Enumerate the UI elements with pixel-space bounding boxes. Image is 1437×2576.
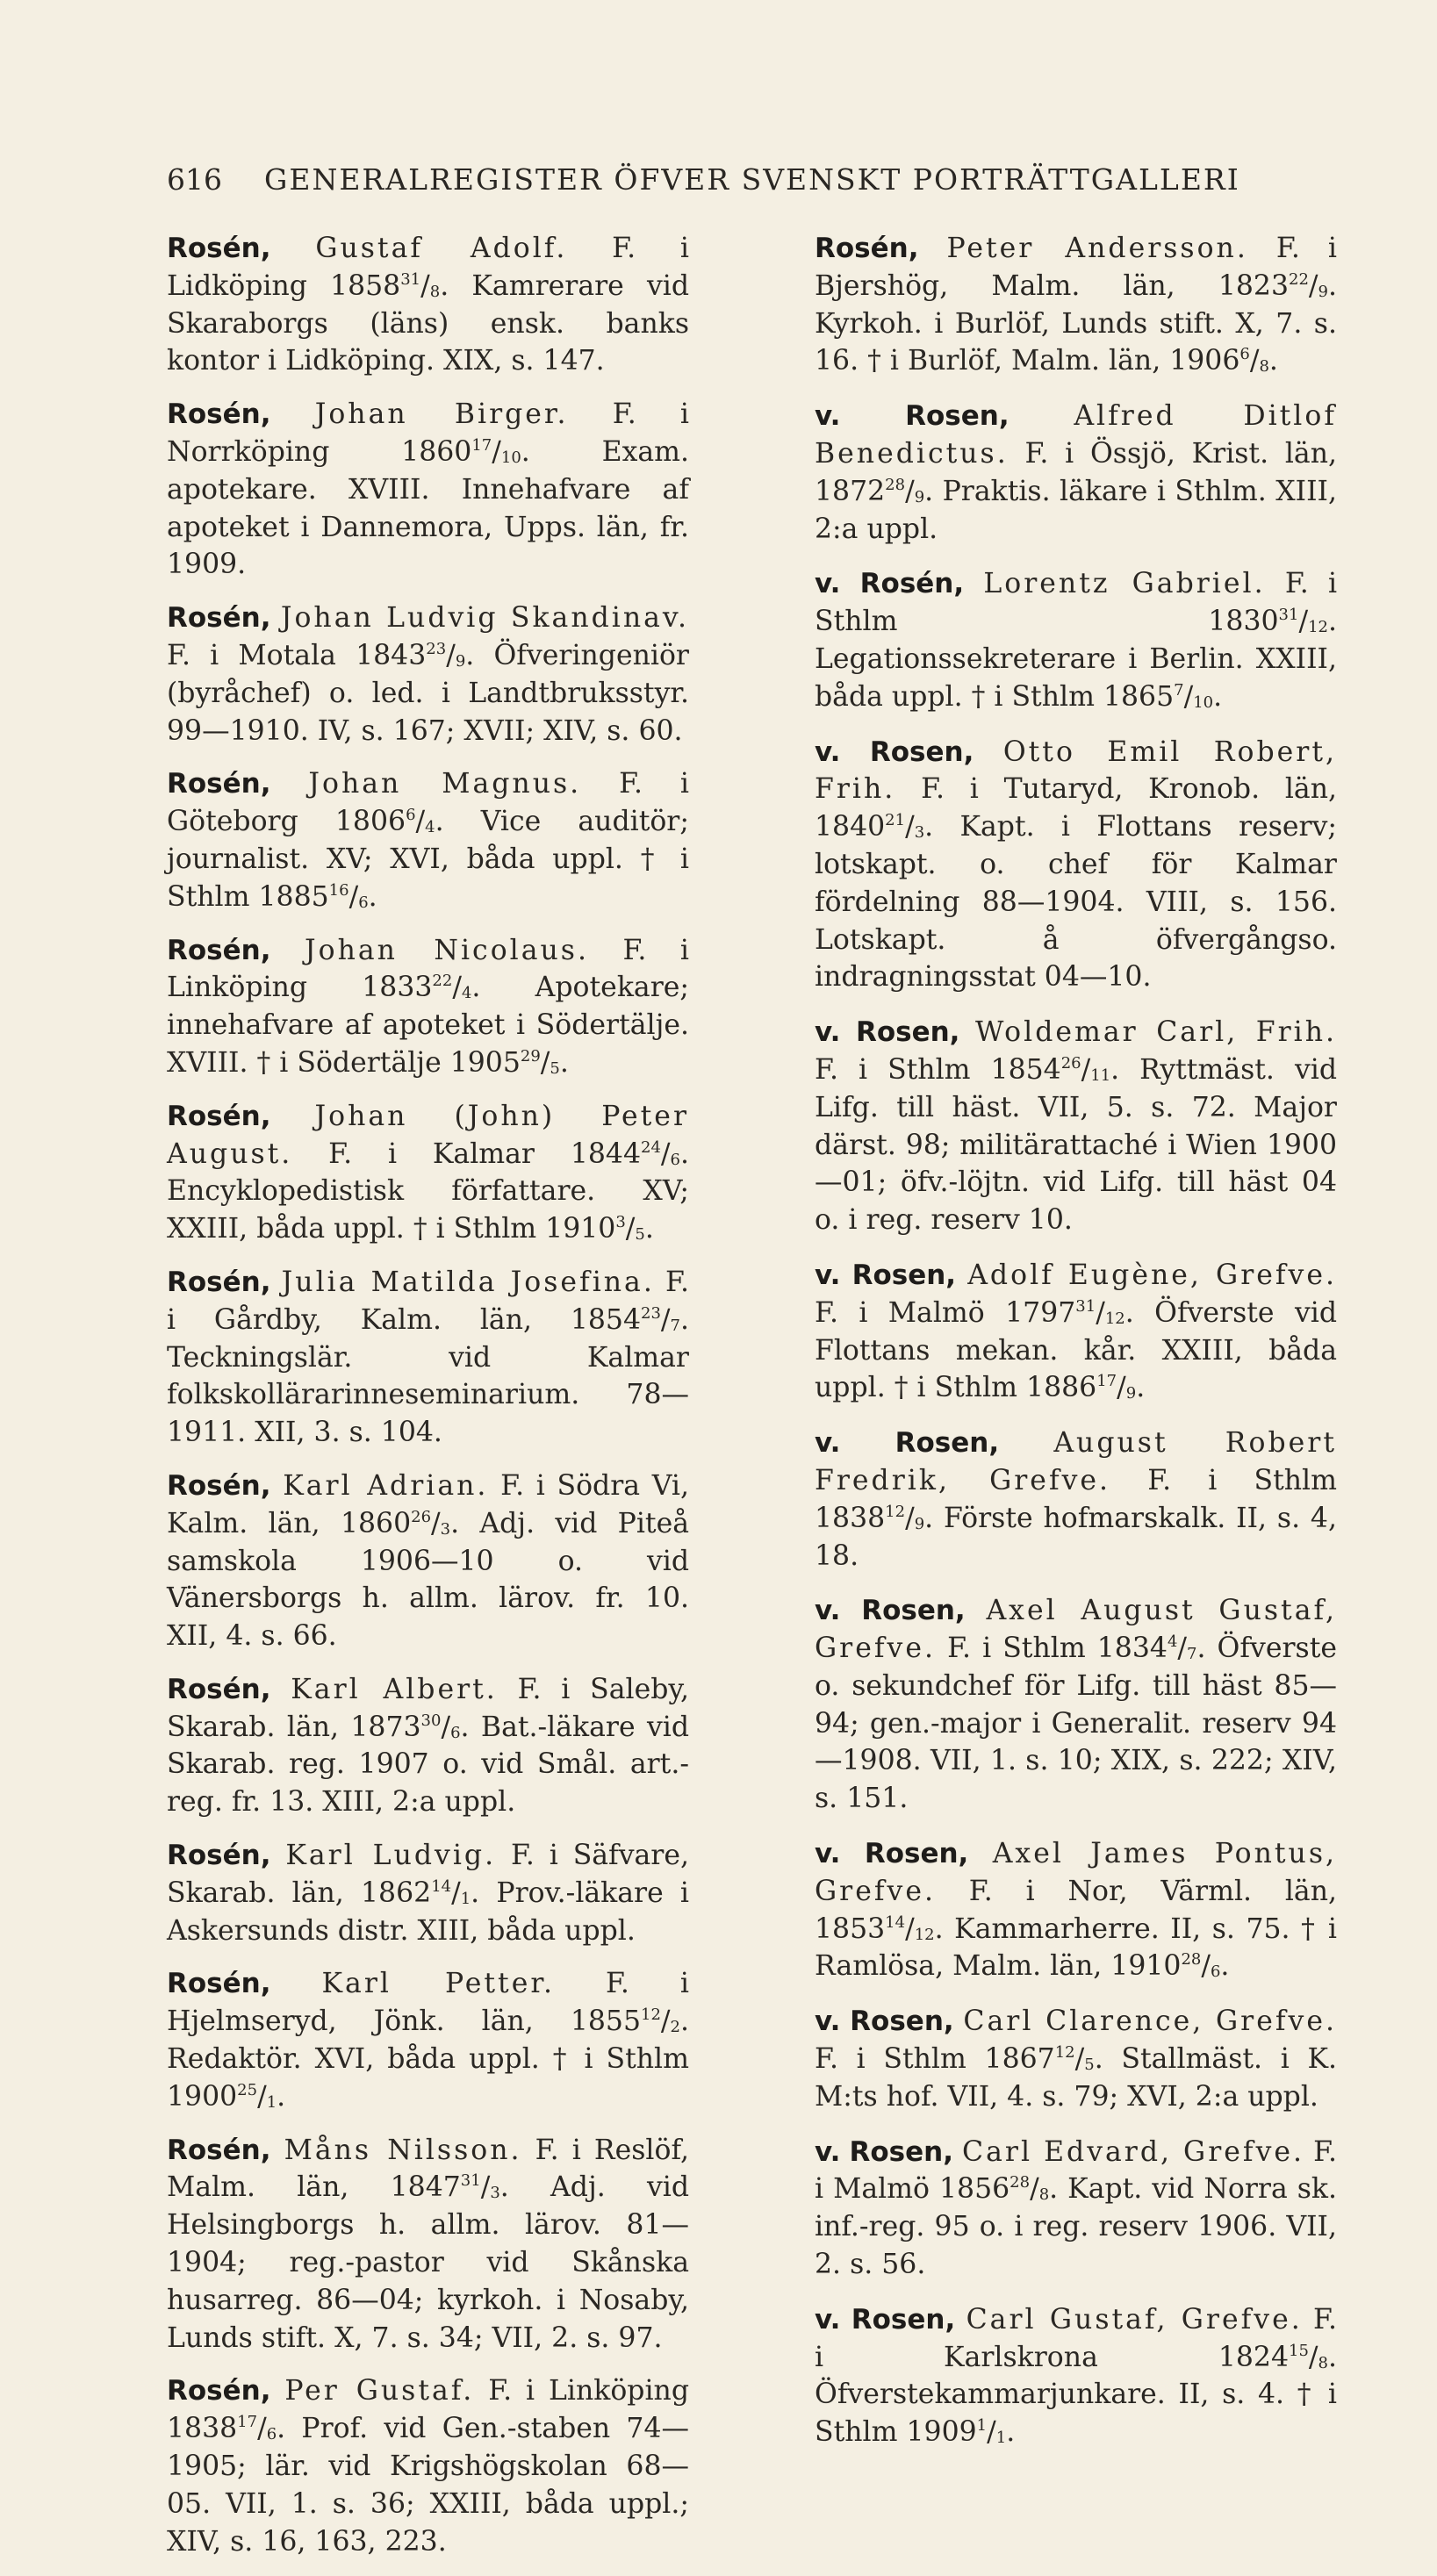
- name-prefix: v.: [815, 2135, 841, 2168]
- entry-surname: Rosen,: [869, 735, 974, 768]
- register-entry: Rosén, Johan Magnus. F. i Göteborg $1806^6/_4$. Vice auditör; journalist. XV; XVI, båda uppl. † i Sthlm $1885^{16}/_6$.: [167, 768, 689, 913]
- date-day: 28: [885, 475, 906, 494]
- entry-tail: .: [559, 1046, 569, 1079]
- entry-tail: .: [368, 880, 377, 913]
- register-entry: v. Rosen, Axel James Pontus, Grefve. F. i Nor, Värml. län, $1853^{14}/_{12}$. Kammarherre. II, s. 75. † i Ramlösa, Malm. län, $1910^{28}/_6$.: [815, 1838, 1338, 1983]
- date-day: 14: [431, 1876, 452, 1896]
- name-prefix: v.: [815, 735, 841, 768]
- entry-surname: Rosén,: [167, 1673, 271, 1705]
- entry-given-names: Gustaf Adolf.: [315, 233, 568, 264]
- date-month: 5: [550, 1058, 560, 1078]
- date-day: 23: [641, 1303, 661, 1323]
- entry-given-names: Karl Petter.: [321, 1968, 555, 2000]
- entry-birth: F. i Nor, Värml. län, 1853: [815, 1875, 1337, 1945]
- register-entry: v. Rosen, Carl Clarence, Grefve. F. i Sthlm $1867^{12}/_5$. Stallmäst. i K. M:ts hof. VII, 4. s. 79; XVI, 2:a uppl.: [815, 2006, 1337, 2113]
- date-day: 12: [641, 2006, 661, 2025]
- entry-given-names: Johan Magnus.: [308, 768, 582, 800]
- entry-birth: F. i Hjelmseryd, Jönk. län, 1855: [167, 1968, 690, 2038]
- entry-given-names: Otto Emil Robert, Frih.: [815, 735, 1337, 806]
- name-prefix: v.: [815, 1427, 841, 1460]
- entry-surname: Rosen,: [861, 1595, 966, 1627]
- entry-given-names: Axel James Pontus, Grefve.: [815, 1838, 1338, 1907]
- date-day: 30: [420, 1711, 442, 1730]
- entry-details: . Prof. vid Gen.-staben 74—1905; lär. vid Krigshögskolan 68—05. VII, 1. s. 36; XXIII, båda uppl.; XIV, s. 16, 163, 223.: [167, 2413, 689, 2558]
- date-day: 28: [1009, 2173, 1031, 2192]
- date-day: 17: [471, 435, 492, 455]
- entry-surname: Rosen,: [850, 2006, 954, 2038]
- entry-surname: Rosén,: [167, 1266, 271, 1298]
- date-month: 9: [455, 651, 466, 671]
- entry-birth: F. i Malmö 1797: [815, 1296, 1076, 1329]
- entry-given-names: Alfred Ditlof Benedictus.: [815, 400, 1338, 470]
- entry-given-names: Johan (John) Peter August.: [167, 1100, 690, 1170]
- entry-birth: F. i Kalmar 1844: [328, 1137, 641, 1170]
- name-prefix: v.: [815, 1838, 841, 1870]
- name-prefix: v.: [815, 400, 841, 433]
- entry-birth: F. i Sthlm 1867: [815, 2043, 1055, 2076]
- entry-details: . Exam. apotekare. XVIII. Innehafvare af apoteket i Dannemora, Upps. län, fr. 1909.: [167, 435, 689, 581]
- entry-surname: Rosen,: [851, 1259, 957, 1291]
- entry-birth: F. i Norrköping 1860: [167, 398, 689, 468]
- entry-given-names: Julia Matilda Josefina.: [281, 1266, 655, 1298]
- register-entry: Rosén, Johan Nicolaus. F. i Linköping $1833^{22}/_4$. Apotekare; innehafvare af apoteket i Södertälje. XVIII. † i Södertälje $1905^{29}/_5$.: [167, 934, 690, 1079]
- entry-surname: Rosen,: [864, 1838, 969, 1870]
- entry-details: . Öfverste vid Flottans mekan. kår. XXIII, båda uppl. † i Sthlm 1886: [815, 1296, 1337, 1404]
- date-month: 9: [1318, 282, 1328, 301]
- entry-surname: Rosen,: [895, 1427, 1000, 1460]
- date-day: 4: [1167, 1632, 1178, 1652]
- entry-birth: F. i Malmö 1856: [815, 2135, 1338, 2206]
- entry-surname: Rosén,: [167, 768, 271, 800]
- register-entry: v. Rosen, Carl Edvard, Grefve. F. i Malmö $1856^{28}/_8$. Kapt. vid Norra sk. inf.-reg. 95 o. i reg. reserv 1906. VII, 2. s. 56.: [815, 2135, 1338, 2281]
- entry-birth: F. i Sthlm 1830: [815, 568, 1338, 638]
- entry-birth: F. i Södra Vi, Kalm. län, 1860: [167, 1469, 690, 1539]
- entry-details: . Legationssekreterare i Berlin. XXIII, båda uppl. † i Sthlm 1865: [815, 606, 1337, 713]
- entry-tail: .: [1006, 2416, 1016, 2449]
- name-prefix: v.: [815, 568, 841, 600]
- register-entry: Rosén, Julia Matilda Josefina. F. i Gårdby, Kalm. län, $1854^{23}/_7$. Teckningslär. vid Kalmar folkskollärarinneseminarium. 78—1911. XII, 3. s. 104.: [167, 1266, 689, 1449]
- register-entry: Rosén, Johan Ludvig Skandinav. F. i Motala $1843^{23}/_9$. Öfveringeniör (byråchef) o. led. i Landtbruksstyr. 99—1910. IV, s. 167; XVII; XIV, s. 60.: [167, 602, 689, 747]
- entry-birth: F. i Reslöf, Malm. län, 1847: [167, 2134, 689, 2204]
- entry-tail: .: [1213, 680, 1223, 713]
- entry-given-names: Per Gustaf.: [284, 2375, 475, 2407]
- date-month: 9: [1125, 1384, 1137, 1403]
- register-entry: v. Rosen, Otto Emil Robert, Frih. F. i Tutaryd, Kronob. län, $1840^{21}/_3$. Kapt. i Flottans reserv; lotskapt. o. chef för Kalmar fördelning 88—1904. VIII, s. 156. Lotskapt. å öfvergångso. indragningsstat 04—10.: [815, 735, 1338, 994]
- register-entry: v. Rosen, August Robert Fredrik, Grefve. F. i Sthlm $1838^{12}/_9$. Förste hofmarskalk. II, s. 4, 18.: [815, 1427, 1337, 1572]
- entry-surname: Rosén,: [815, 233, 919, 264]
- entry-tail: .: [1136, 1372, 1146, 1404]
- entry-details: . Kamrerare vid Skaraborgs (läns) ensk. banks kontor i Lidköping. XIX, s. 147.: [167, 269, 690, 377]
- date-day: 28: [1181, 1950, 1202, 1970]
- register-entry: Rosén, Karl Petter. F. i Hjelmseryd, Jönk. län, $1855^{12}/_2$. Redaktör. XVI, båda uppl. † i Sthlm $1900^{25}/_1$.: [167, 1968, 690, 2113]
- date-day: 12: [1054, 2043, 1075, 2063]
- date-month: 12: [1104, 1309, 1125, 1328]
- entry-details: . Adj. vid Piteå samskola 1906—10 o. vid Vänersborgs h. allm. lärov. fr. 10. XII, 4. s. 66.: [167, 1507, 689, 1653]
- entry-birth: F. i Sthlm 1854: [815, 1053, 1061, 1086]
- entry-details: . Praktis. läkare i Sthlm. XIII, 2:a uppl.: [815, 475, 1337, 545]
- date-month: 10: [1193, 692, 1214, 712]
- date-month: 6: [450, 1723, 461, 1742]
- entry-given-names: Carl Clarence, Grefve.: [963, 2006, 1337, 2038]
- left-column: [167, 230, 689, 2576]
- entry-birth: F. i Sthlm 1834: [947, 1632, 1168, 1665]
- entry-surname: Rosen,: [851, 2303, 956, 2336]
- entry-surname: Rosén,: [167, 398, 271, 431]
- date-day: 22: [432, 972, 453, 991]
- entry-surname: Rosén,: [167, 2375, 271, 2407]
- date-day: 24: [641, 1137, 661, 1157]
- entry-surname: Rosén,: [167, 1840, 271, 1872]
- date-month: 9: [914, 487, 925, 506]
- date-month: 6: [670, 1150, 680, 1169]
- date-day: 15: [1289, 2341, 1309, 2360]
- date-month: 9: [914, 1514, 925, 1533]
- date-day: 14: [885, 1912, 906, 1932]
- entry-details: . Bat.-läkare vid Skarab. reg. 1907 o. vid Smål. art.-reg. fr. 13. XIII, 2:a uppl.: [167, 1711, 689, 1819]
- date-month: 8: [429, 282, 441, 301]
- entry-birth: F. i Linköping 1838: [167, 2375, 689, 2445]
- date-day: 12: [885, 1502, 906, 1521]
- entry-details: . Öfverste o. sekundchef för Lifg. till häst 85—94; gen.-major i Generalit. reserv 94—1908. VII, 1. s. 10; XIX, s. 222; XIV, s. 151.: [815, 1632, 1337, 1815]
- entry-birth: F. i Karlskrona 1824: [815, 2303, 1337, 2373]
- name-prefix: v.: [815, 1595, 841, 1627]
- right-column: [815, 230, 1337, 2469]
- name-prefix: v.: [815, 1016, 841, 1049]
- entry-given-names: Johan Birger.: [314, 398, 569, 431]
- date-month: 5: [635, 1225, 645, 1245]
- date-day: 17: [1096, 1372, 1117, 1391]
- date-day: 31: [1075, 1296, 1096, 1316]
- entry-details: . Förste hofmarskalk. II, s. 4, 18.: [815, 1502, 1337, 1572]
- register-entry: Rosén, Karl Adrian. F. i Södra Vi, Kalm. län, $1860^{26}/_3$. Adj. vid Piteå samskola 1906—10 o. vid Vänersborgs h. allm. lärov. fr. 10. XII, 4. s. 66.: [167, 1469, 690, 1653]
- register-entry: Rosén, Johan (John) Peter August. F. i Kalmar $1844^{24}/_6$. Encyklopedistisk författare. XV; XXIII, båda uppl. † i Sthlm $1910^3/_5$.: [167, 1100, 690, 1245]
- entry-given-names: Adolf Eugène, Grefve.: [967, 1259, 1338, 1291]
- date-month: 1: [460, 1889, 471, 1908]
- date-day: 1: [976, 2416, 988, 2436]
- entry-surname: Rosén,: [167, 1100, 271, 1132]
- entry-details: . Öfverstekammarjunkare. II, s. 4. † i Sthlm 1909: [815, 2341, 1337, 2449]
- entry-birth: F. i Linköping 1833: [167, 934, 689, 1004]
- date-month: 2: [670, 2018, 680, 2037]
- running-title: GENERALREGISTER ÖFVER SVENSKT PORTRÄTTGALLERI: [264, 162, 1240, 197]
- date-month: 8: [1259, 357, 1269, 377]
- entry-details: . Stallmäst. i K. M:ts hof. VII, 4. s. 79; XVI, 2:a uppl.: [815, 2043, 1337, 2113]
- entry-birth: F. i Säfvare, Skarab. län, 1862: [167, 1840, 689, 1909]
- date-month: 3: [490, 2184, 500, 2203]
- entry-details: . Kyrkoh. i Burlöf, Lunds stift. X, 7. s. 16. † i Burlöf, Malm. län, 1906: [815, 269, 1337, 377]
- date-month: 3: [914, 823, 925, 843]
- date-day: 26: [411, 1507, 432, 1526]
- entry-details: . Redaktör. XVI, båda uppl. † i Sthlm 1900: [167, 2006, 689, 2113]
- register-entry: v. Rosen, Woldemar Carl, Frih. F. i Sthlm $1854^{26}/_{11}$. Ryttmäst. vid Lifg. till häst. VII, 5. s. 72. Major därst. 98; militärattaché i Wien 1900—01; öfv.-löjtn. vid Lifg. till häst 04 o. i reg. reserv 10.: [815, 1016, 1338, 1237]
- date-month: 7: [670, 1316, 680, 1335]
- entry-surname: Rosén,: [859, 568, 965, 600]
- entry-given-names: Johan Nicolaus.: [304, 934, 589, 966]
- register-entry: Rosén, Måns Nilsson. F. i Reslöf, Malm. län, $1847^{31}/_3$. Adj. vid Helsingborgs h. allm. lärov. 81—1904; reg.-pastor vid Skånska husarreg. 86—04; kyrkoh. i Nosaby, Lunds stift. X, 7. s. 34; VII, 2. s. 97.: [167, 2134, 689, 2354]
- date-month: 7: [1187, 1645, 1197, 1664]
- register-entry: Rosén, Johan Birger. F. i Norrköping $1860^{17}/_{10}$. Exam. apotekare. XVIII. Innehafvare af apoteket i Dannemora, Upps. län, fr. 1909.: [167, 398, 689, 581]
- entry-birth: F. i Össjö, Krist. län, 1872: [815, 437, 1337, 507]
- entry-tail: .: [1268, 345, 1278, 377]
- date-day: 26: [1060, 1053, 1081, 1073]
- entry-birth: F. i Göteborg 1806: [167, 768, 689, 838]
- entry-given-names: Måns Nilsson.: [284, 2134, 522, 2166]
- register-entry: v. Rosen, Alfred Ditlof Benedictus. F. i Össjö, Krist. län, $1872^{28}/_9$. Praktis. läkare i Sthlm. XIII, 2:a uppl.: [815, 400, 1338, 545]
- entry-birth: F. i Bjershög, Malm. län, 1823: [815, 233, 1337, 302]
- date-day: 31: [1278, 606, 1299, 625]
- date-day: 6: [1239, 345, 1250, 364]
- entry-details: . Prov.-läkare i Askersunds distr. XIII, båda uppl.: [167, 1876, 690, 1947]
- date-month: 1: [995, 2429, 1007, 2448]
- entry-surname: Rosén,: [167, 2134, 271, 2166]
- date-month: 6: [1210, 1962, 1221, 1982]
- entry-surname: Rosen,: [855, 1016, 960, 1049]
- entry-given-names: August Robert Fredrik, Grefve.: [815, 1427, 1337, 1496]
- date-day: 29: [520, 1046, 541, 1066]
- date-month: 4: [461, 984, 472, 1003]
- entry-surname: Rosén,: [167, 233, 271, 264]
- entry-details: . Öfveringeniör (byråchef) o. led. i Landtbruksstyr. 99—1910. IV, s. 167; XVII; XIV, s. 60.: [167, 639, 689, 747]
- entry-given-names: Peter Andersson.: [946, 233, 1248, 264]
- entry-details: . Kapt. i Flottans reserv; lotskapt. o. chef för Kalmar fördelning 88—1904. VIII, s. 156. Lotskapt. å öfvergångso. indragningsstat 04—10.: [815, 811, 1337, 994]
- entry-details: . Kammarherre. II, s. 75. † i Ramlösa, Malm. län, 1910: [815, 1912, 1337, 1983]
- date-month: 12: [914, 1925, 935, 1944]
- entry-details: . Encyklopedistisk författare. XV; XXIII, båda uppl. † i Sthlm 1910: [167, 1137, 689, 1245]
- register-entry: Rosén, Karl Albert. F. i Saleby, Skarab. län, $1873^{30}/_6$. Bat.-läkare vid Skarab. reg. 1907 o. vid Smål. art.-reg. fr. 13. XIII, 2:a uppl.: [167, 1673, 690, 1819]
- entry-details: . Teckningslär. vid Kalmar folkskollärarinneseminarium. 78—1911. XII, 3. s. 104.: [167, 1303, 689, 1449]
- entry-tail: .: [644, 1213, 654, 1245]
- date-day: 16: [328, 880, 349, 900]
- date-day: 25: [237, 2080, 258, 2099]
- date-day: 6: [406, 806, 416, 825]
- entry-details: . Adj. vid Helsingborgs h. allm. lärov. 81—1904; reg.-pastor vid Skånska husarreg. 86—04; kyrkoh. i Nosaby, Lunds stift. X, 7. s. 34; VII, 2. s. 97.: [167, 2171, 689, 2354]
- date-day: 7: [1174, 680, 1184, 700]
- date-day: 3: [615, 1213, 626, 1232]
- entry-surname: Rosén,: [167, 934, 271, 966]
- entry-tail: .: [277, 2080, 286, 2113]
- entry-birth: F. i Gårdby, Kalm. län, 1854: [167, 1266, 689, 1336]
- date-month: 10: [500, 448, 521, 467]
- name-prefix: v.: [815, 2006, 841, 2038]
- name-prefix: v.: [815, 1259, 841, 1291]
- entry-given-names: Carl Edvard, Grefve.: [962, 2135, 1305, 2168]
- date-month: 1: [266, 2092, 277, 2112]
- entry-surname: Rosén,: [167, 1469, 271, 1502]
- name-prefix: v.: [815, 2303, 841, 2336]
- entry-tail: .: [1220, 1950, 1230, 1983]
- date-month: 6: [358, 893, 369, 912]
- date-month: 5: [1084, 2056, 1095, 2075]
- date-month: 8: [1318, 2353, 1328, 2372]
- entry-birth: F. i Sthlm 1838: [815, 1464, 1337, 1534]
- register-entry: Rosén, Per Gustaf. F. i Linköping $1838^{17}/_6$. Prof. vid Gen.-staben 74—1905; lär. vid Krigshögskolan 68—05. VII, 1. s. 36; XXIII, båda uppl.; XIV, s. 16, 163, 223.: [167, 2375, 689, 2558]
- date-month: 11: [1090, 1066, 1111, 1085]
- date-month: 8: [1038, 2185, 1050, 2205]
- entry-given-names: Lorentz Gabriel.: [983, 568, 1266, 600]
- entry-given-names: Karl Ludvig.: [285, 1840, 497, 1872]
- register-entry: Rosén, Peter Andersson. F. i Bjershög, Malm. län, $1823^{22}/_9$. Kyrkoh. i Burlöf, Lunds stift. X, 7. s. 16. † i Burlöf, Malm. län, $1906^6/_8$.: [815, 233, 1337, 377]
- entry-given-names: Carl Gustaf, Grefve.: [966, 2303, 1303, 2336]
- entry-details: . Kapt. vid Norra sk. inf.-reg. 95 o. i reg. reserv 1906. VII, 2. s. 56.: [815, 2173, 1337, 2281]
- register-entry: Rosén, Karl Ludvig. F. i Säfvare, Skarab. län, $1862^{14}/_1$. Prov.-läkare i Askersunds distr. XIII, båda uppl.: [167, 1840, 690, 1947]
- entry-surname: Rosén,: [167, 1968, 271, 2000]
- date-day: 31: [460, 2171, 481, 2191]
- date-month: 3: [440, 1519, 451, 1539]
- entry-details: . Apotekare; innehafvare af apoteket i Södertälje. XVIII. † i Södertälje 1905: [167, 972, 690, 1079]
- register-entry: v. Rosen, Adolf Eugène, Grefve. F. i Malmö $1797^{31}/_{12}$. Öfverste vid Flottans mekan. kår. XXIII, båda uppl. † i Sthlm $1886^{17}/_9$.: [815, 1259, 1338, 1404]
- date-day: 23: [426, 639, 447, 658]
- entry-birth: F. i Tutaryd, Kronob. län, 1840: [815, 773, 1338, 843]
- register-entry: v. Rosén, Lorentz Gabriel. F. i Sthlm $1830^{31}/_{12}$. Legationssekreterare i Berlin. XXIII, båda uppl. † i Sthlm $1865^7/_{10}$.: [815, 568, 1338, 713]
- entry-given-names: Karl Adrian.: [283, 1469, 489, 1502]
- register-entry: v. Rosen, Carl Gustaf, Grefve. F. i Karlskrona $1824^{15}/_8$. Öfverstekammarjunkare. II, s. 4. † i Sthlm $1909^1/_1$.: [815, 2303, 1337, 2449]
- date-day: 22: [1289, 269, 1309, 289]
- entry-given-names: Johan Ludvig Skandinav.: [280, 602, 689, 635]
- entry-given-names: Axel August Gustaf, Grefve.: [815, 1595, 1338, 1665]
- entry-given-names: Karl Albert.: [291, 1673, 498, 1705]
- entry-birth: F. i Motala 1843: [167, 639, 427, 671]
- date-month: 6: [266, 2425, 277, 2444]
- entry-surname: Rosen,: [905, 400, 1009, 433]
- entry-surname: Rosen,: [849, 2135, 953, 2168]
- entry-details: . Vice auditör; journalist. XV; XVI, båda uppl. † i Sthlm 1885: [167, 806, 689, 913]
- date-day: 31: [400, 269, 421, 289]
- entry-birth: F. i Saleby, Skarab. län, 1873: [167, 1673, 690, 1743]
- date-month: 4: [425, 818, 435, 837]
- entry-birth: F. i Lidköping 1858: [167, 233, 689, 302]
- page-number: 616: [167, 162, 222, 197]
- register-entry: v. Rosen, Axel August Gustaf, Grefve. F. i Sthlm $1834^4/_7$. Öfverste o. sekundchef för Lifg. till häst 85—94; gen.-major i Generalit. reserv 94—1908. VII, 1. s. 10; XIX, s. 222; XIV, s. 151.: [815, 1595, 1338, 1815]
- date-day: 21: [885, 811, 906, 830]
- register-entry: Rosén, Gustaf Adolf. F. i Lidköping $1858^{31}/_8$. Kamrerare vid Skaraborgs (läns) ensk. banks kontor i Lidköping. XIX, s. 147.: [167, 233, 690, 377]
- entry-details: . Ryttmäst. vid Lifg. till häst. VII, 5. s. 72. Major därst. 98; militärattaché i Wien 1900—01; öfv.-löjtn. vid Lifg. till häst 04 o. i reg. reserv 10.: [815, 1053, 1337, 1237]
- date-day: 17: [237, 2413, 258, 2432]
- entry-given-names: Woldemar Carl, Frih.: [974, 1016, 1338, 1049]
- entry-surname: Rosén,: [167, 602, 271, 635]
- date-month: 12: [1308, 618, 1328, 637]
- running-header: [167, 162, 1247, 197]
